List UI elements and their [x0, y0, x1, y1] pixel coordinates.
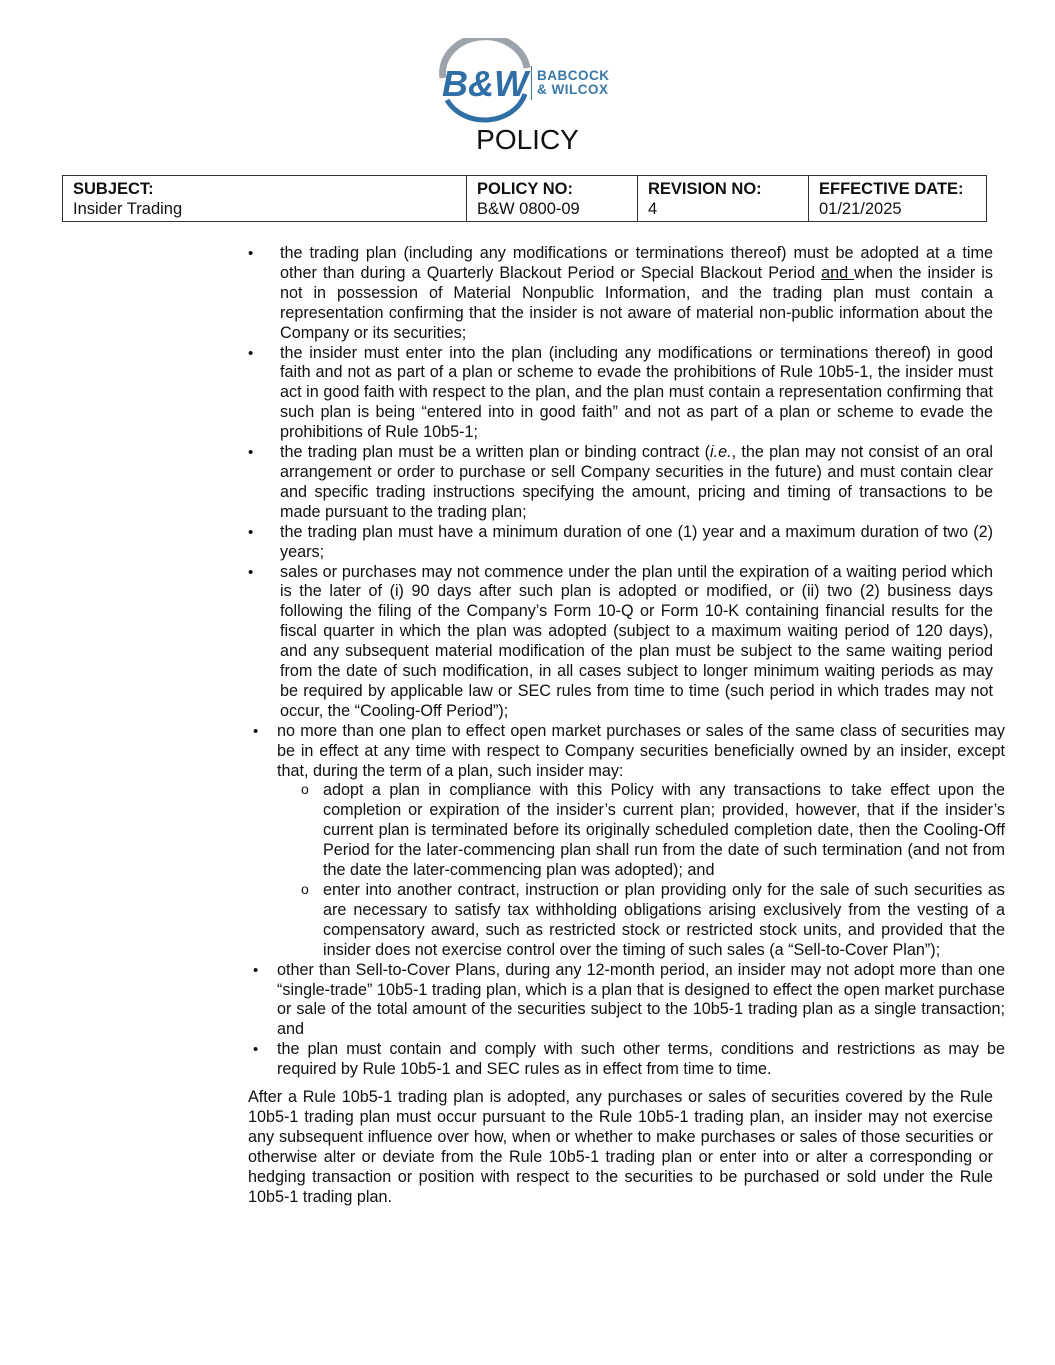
policy-header-table	[62, 175, 987, 222]
list-item: • the trading plan must be a written plan or binding contract (i.e., the plan may not consist of an oral arrangement or order to purchase or sell Company securities in the future) and must contain clear and specific trading instructions specifying the amount, pricing and timing of transactions to be made pursuant to the trading plan;	[248, 443, 1005, 523]
company-logo	[435, 38, 635, 128]
sub-list-item: o enter into another contract, instruction or plan providing only for the sale of such securities as are necessary to satisfy tax withholding obligations arising exclusively from the vesting of a compensatory award, such as restricted stock or restricted stock units, and provided that the insider does not exercise control over the timing of such sales (a “Sell-to-Cover Plan”);	[323, 881, 1005, 961]
logo-text-line1: BABCOCK	[537, 68, 610, 83]
list-item: • the trading plan (including any modifications or terminations thereof) must be adopted at a time other than during a Quarterly Blackout Period or Special Blackout Period and when the insider is not in possession of Material Nonpublic Information, and the trading plan must contain a representation confirming that the insider is not aware of material non-public information about the Company or its securities;	[248, 244, 1005, 344]
effective-date-label: EFFECTIVE DATE:	[819, 180, 964, 198]
policy-body	[248, 244, 1005, 1208]
sub-list	[277, 781, 1005, 960]
list-item: • the trading plan must have a minimum duration of one (1) year and a maximum duration of two (2) years;	[248, 523, 1005, 563]
revision-label: REVISION NO:	[648, 180, 762, 198]
logo-mark-icon	[435, 38, 535, 128]
list-item: • other than Sell-to-Cover Plans, during any 12-month period, an insider may not adopt more than one “single-trade” 10b5-1 trading plan, which is a plan that is designed to effect the open market purchase or sale of the total amount of the securities subject to the 10b5-1 trading plan as a single transaction; and	[248, 961, 1005, 1041]
logo-mark-text: B&W	[442, 63, 528, 104]
list-item: • sales or purchases may not commence under the plan until the expiration of a waiting period which is the later of (i) 90 days after such plan is adopted or modified, or (ii) two (2) business days following the filing of the Company’s Form 10-Q or Form 10-K containing financial results for the fiscal quarter in which the plan was adopted (subject to a maximum waiting period of 120 days), and any subsequent material modification of the plan must be subject to the same waiting period from the date of such modification, in all cases subject to longer minimum waiting periods as may be required by applicable law or SEC rules from time to time (such period in which trades may not occur, the “Cooling-Off Period”);	[248, 563, 1005, 722]
policy-no-label: POLICY NO:	[477, 180, 573, 198]
effective-date-value: 01/21/2025	[819, 200, 902, 218]
logo-text-line2: & WILCOX	[537, 82, 609, 97]
revision-cell	[638, 176, 809, 222]
policy-no-value: B&W 0800-09	[477, 200, 580, 218]
subject-value: Insider Trading	[73, 200, 183, 218]
list-item: • no more than one plan to effect open market purchases or sales of the same class of securities may be in effect at any time with respect to Company securities beneficially owned by an insider, except that, during the term of a plan, such insider may: o adopt a plan in compliance with this Policy with any transactions to take effect upon the completion or expiration of the insider’s current plan; provided, however, that if the insider’s current plan is terminated before its originally scheduled completion date, then the Cooling-Off Period for the later-commencing plan shall run from the date of such termination (and not from the date the later-commencing plan was adopted); and o enter into another contract, instruction or plan providing only for the sale of such securities as are necessary to satisfy tax withholding obligations arising exclusively from the vesting of a compensatory award, such as restricted stock or restricted stock units, and provided that the insider does not exercise control over the timing of such sales (a “Sell-to-Cover Plan”);	[248, 722, 1005, 961]
logo-wordmark	[537, 69, 610, 97]
sub-list-item: o adopt a plan in compliance with this Policy with any transactions to take effect upon the completion or expiration of the insider’s current plan; provided, however, that if the insider’s current plan is terminated before its originally scheduled completion date, then the Cooling-Off Period for the later-commencing plan shall run from the date of such termination (and not from the date the later-commencing plan was adopted); and	[323, 781, 1005, 881]
subject-label: SUBJECT:	[73, 180, 154, 198]
list-item: • the plan must contain and comply with such other terms, conditions and restrictions as may be required by Rule 10b5-1 and SEC rules as in effect from time to time.	[248, 1040, 1005, 1080]
revision-value: 4	[648, 200, 658, 218]
subject-cell	[63, 176, 467, 222]
requirements-list	[248, 244, 1005, 1080]
policy-no-cell	[467, 176, 638, 222]
logo-divider	[531, 66, 532, 100]
effective-date-cell	[809, 176, 987, 222]
page-title: POLICY	[476, 124, 579, 155]
list-item: • the insider must enter into the plan (including any modifications or terminations thereof) in good faith and not as part of a plan or scheme to evade the prohibitions of Rule 10b5-1, the insider must act in good faith with respect to the plan, and the plan must contain a representation confirming that such plan is being “entered into in good faith” and not as part of a plan or scheme to evade the prohibitions of Rule 10b5-1;	[248, 344, 1005, 444]
closing-paragraph: After a Rule 10b5-1 trading plan is adopted, any purchases or sales of securities covered by the Rule 10b5-1 trading plan must occur pursuant to the Rule 10b5-1 trading plan, an insider may not exercise any subsequent influence over how, when or whether to make purchases or sales of those securities or otherwise alter or deviate from the Rule 10b5-1 trading plan or enter into or alter a corresponding or hedging transaction or position with respect to the securities to be purchased or sold under the Rule 10b5-1 trading plan.	[248, 1088, 993, 1206]
